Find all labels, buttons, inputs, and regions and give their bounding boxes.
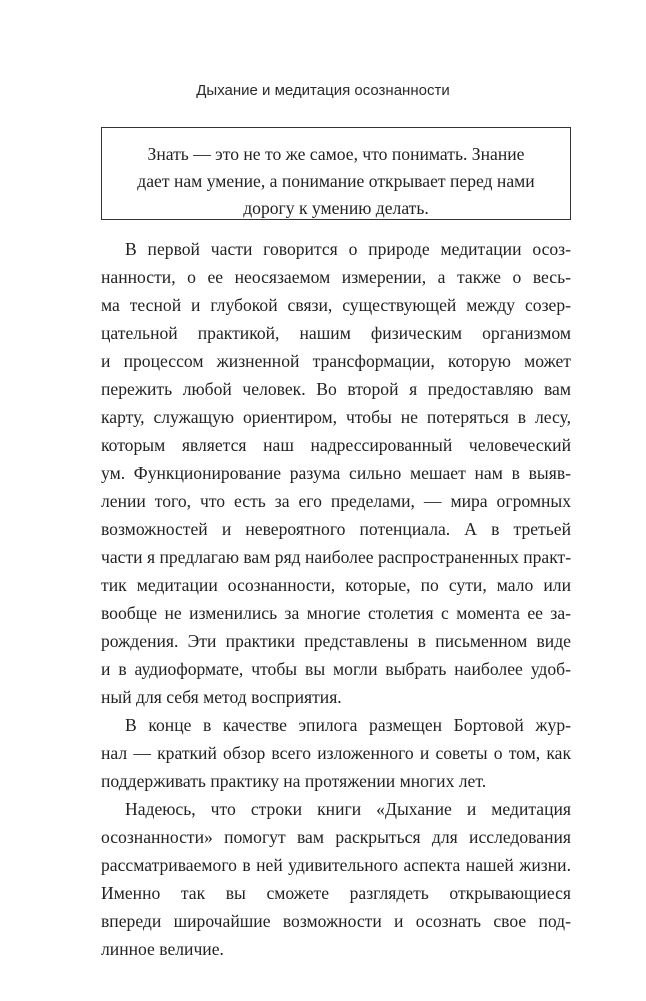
text-line: поддерживать практику на протяжении многих лет. — [101, 771, 487, 791]
text-line: части я предлагаю вам ряд наиболее распространенных практ- — [101, 547, 572, 567]
text-line: ный для себя метод восприятия. — [101, 687, 342, 707]
text-line: ма тесной и глубокой связи, существующей между созер- — [101, 295, 571, 315]
text-line: вообще не изменились за многие столетия с момента ее за- — [101, 603, 571, 623]
text-line: и в аудиоформате, чтобы вы могли выбрать наиболее удоб- — [101, 659, 571, 679]
epigraph-box — [101, 127, 571, 220]
text-line: нанности, о ее неосязаемом измерении, а также о весь- — [101, 267, 571, 287]
epigraph-line: Знать — это не то же самое, что понимать. Знание — [147, 144, 525, 164]
text-line: цательной практикой, нашим физическим организмом — [101, 323, 571, 343]
text-line: линное величие. — [101, 939, 224, 959]
text-line: Именно так вы сможете разглядеть открывающиеся — [101, 883, 571, 903]
paragraph-3 — [101, 795, 571, 963]
text-line: рассматриваемого в ней удивительного аспекта нашей жизни. — [101, 855, 571, 875]
text-line: карту, служащую ориентиром, чтобы не потеряться в лесу, — [101, 407, 571, 427]
text-line: нал — краткий обзор всего изложенного и советы о том, как — [101, 743, 571, 763]
text-line: Надеюсь, что строки книги «Дыхание и медитация — [125, 799, 571, 819]
body-text — [101, 235, 571, 963]
epigraph-line: дает нам умение, а понимание открывает перед нами — [137, 171, 535, 191]
text-line: ум. Функционирование разума сильно мешает нам в выяв- — [101, 463, 571, 483]
text-line: тик медитации осознанности, которые, по сути, мало или — [101, 575, 571, 595]
text-line: осознанности» помогут вам раскрыться для исследования — [101, 827, 571, 847]
epigraph-line: дорогу к умению делать. — [243, 198, 429, 218]
text-line: возможностей и невероятного потенциала. А в третьей — [101, 519, 571, 539]
paragraph-1 — [101, 235, 571, 711]
text-line: лении того, что есть за его пределами, — мира огромных — [101, 491, 571, 511]
text-line: В первой части говорится о природе медитации осоз- — [125, 239, 571, 259]
text-line: пережить любой человек. Во второй я предоставляю вам — [101, 379, 571, 399]
paragraph-2 — [101, 711, 571, 795]
text-line: рождения. Эти практики представлены в письменном виде — [101, 631, 571, 651]
text-line: и процессом жизненной трансформации, которую может — [101, 351, 571, 371]
text-line: которым является наш надрессированный человеческий — [101, 435, 571, 455]
text-line: В конце в качестве эпилога размещен Бортовой жур- — [125, 715, 571, 735]
running-header: Дыхание и медитация осознанности — [196, 82, 450, 99]
text-line: впереди широчайшие возможности и осознать свое под- — [101, 911, 571, 931]
